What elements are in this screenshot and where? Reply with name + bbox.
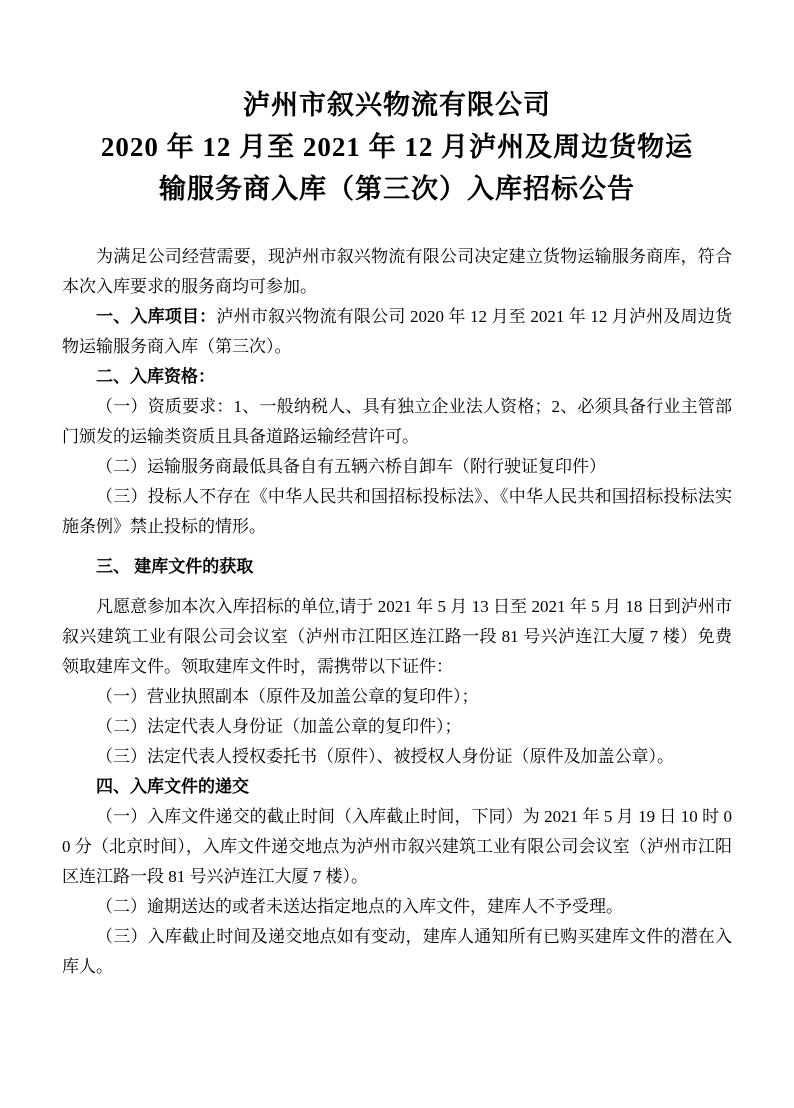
section3-item-1: （一）营业执照副本（原件及加盖公章的复印件）； xyxy=(96,687,479,706)
section4-item-1: （一）入库文件递交的截止时间（入库截止时间，下同）为 2021 年 5 月 19 日 10 时 00 分（北京时间），入库文件递交地点为泸州市叙兴建筑工业有限公司会议室（泸州市江阳区连江路一段 81 号兴泸连江大厦 7 楼）。 xyxy=(62,807,732,886)
section4-item-3: （三）入库截止时间及递交地点如有变动，建库人通知所有已购买建库文件的潜在入库人。 xyxy=(62,927,732,976)
section2-heading: 二、入库资格： xyxy=(96,367,215,386)
section2-item-1: （一）资质要求：1、一般纳税人、具有独立企业法人资格；2、必须具备行业主管部门颁发的运输类资质且具备道路运输经营许可。 xyxy=(62,397,732,446)
section3-item-3: （三）法定代表人授权委托书（原件）、被授权人身份证（原件及加盖公章）。 xyxy=(96,747,674,766)
section4-heading: 四、入库文件的递交 xyxy=(96,777,249,796)
section2-item-2: （二）运输服务商最低具备自有五辆六桥自卸车（附行驶证复印件） xyxy=(96,457,606,476)
intro-paragraph: 为满足公司经营需要，现泸州市叙兴物流有限公司决定建立货物运输服务商库，符合本次入库要求的服务商均可参加。 xyxy=(62,247,732,296)
title-line-1: 泸州市叙兴物流有限公司 xyxy=(243,90,551,120)
section1-paragraph xyxy=(62,302,732,362)
section1-heading-lead: 一、入库项目： xyxy=(96,307,217,326)
section3-item-2: （二）法定代表人身份证（加盖公章的复印件）； xyxy=(96,717,462,736)
section3-intro: 凡愿意参加本次入库招标的单位,请于 2021 年 5 月 13 日至 2021 年 5 月 18 日到泸州市叙兴建筑工业有限公司会议室（泸州市江阳区连江路一段 81 号兴泸连江大厦 7 楼）免费领取建库文件。领取建库文件时，需携带以下证件： xyxy=(62,597,732,676)
title-line-3: 输服务商入库（第三次）入库招标公告 xyxy=(159,174,635,204)
section2-item-3: （三）投标人不存在《中华人民共和国招标投标法》、《中华人民共和国招标投标法实施条例》禁止投标的情形。 xyxy=(62,487,732,536)
section1-text: 泸州市叙兴物流有限公司 2020 年 12 月至 2021 年 12 月泸州及周边货物运输服务商入库（第三次）。 xyxy=(62,307,733,356)
section3-heading: 三、 建库文件的获取 xyxy=(96,557,254,576)
document-title xyxy=(62,84,732,210)
title-line-2: 2020 年 12 月至 2021 年 12 月泸州及周边货物运 xyxy=(100,132,694,162)
section4-item-2: （二）逾期送达的或者未送达指定地点的入库文件，建库人不予受理。 xyxy=(96,897,623,916)
